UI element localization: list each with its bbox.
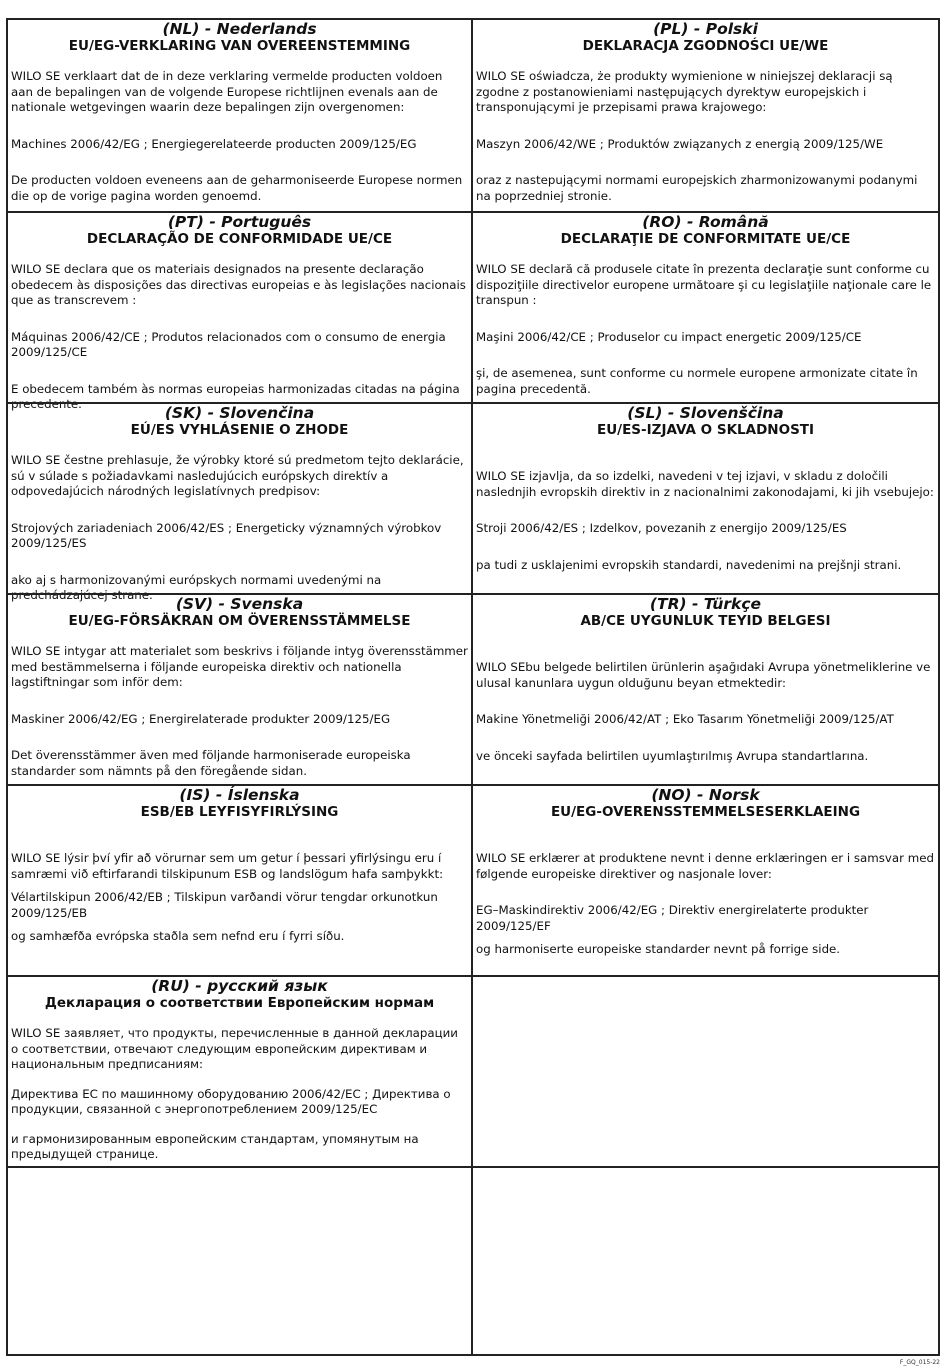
intro-text: WILO SE oświadcza, że produkty wymienione w niniejszej deklaracji są zgodne z postanowieniami następujących dyrektyw europejskich i transponującymi je przepisami prawa krajowego:: [476, 69, 893, 114]
language-heading: (SL) - Slovenščina: [627, 404, 784, 422]
section-sl: [473, 404, 938, 593]
declaration-title: DECLARAÇÃO DE CONFORMIDADE UE/CE: [86, 231, 393, 247]
table-row: [8, 784, 938, 975]
language-heading: (NO) - Norsk: [651, 786, 760, 804]
table-row: [8, 1166, 938, 1354]
closing-text: ve önceki sayfada belirtilen uyumlaştırılmış Avrupa standartlarına.: [476, 748, 869, 763]
section-pt: [8, 213, 473, 411]
directives-text: Директива ЕС по машинному оборудованию 2006/42/ЕС ; Директива о продукции, связанной с энергопотреблением 2009/125/ЕС: [11, 1086, 451, 1116]
directives-text: Maskiner 2006/42/EG ; Energirelaterade produkter 2009/125/EG: [11, 711, 391, 726]
language-heading: (SV) - Svenska: [175, 595, 304, 613]
language-heading: (RU) - русский язык: [151, 977, 328, 995]
language-heading: (PT) - Português: [167, 213, 312, 231]
intro-text: WILO SE заявляет, что продукты, перечисленные в данной декларации о соответствии, отвечают следующим европейским директивам и национальным предписаниям:: [11, 1026, 458, 1071]
language-heading: (TR) - Türkçe: [649, 595, 762, 613]
declaration-title: Декларация о соответствии Европейским нормам: [44, 995, 435, 1011]
declaration-title: EÚ/ES VYHLÁSENIE O ZHODE: [130, 422, 349, 438]
table-row: [8, 593, 938, 784]
empty-cell: [473, 977, 938, 1166]
closing-text: og harmoniserte europeiske standarder nevnt på forrige side.: [476, 942, 841, 956]
directives-text: Vélartilskipun 2006/42/EB ; Tilskipun varðandi vörur tengdar orkunotkun 2009/125/EB: [11, 890, 438, 920]
section-no: [473, 786, 938, 975]
closing-text: oraz z nastepującymi normami europejskich zharmonizowanymi podanymi na poprzedniej stronie.: [476, 173, 918, 203]
directives-text: EG–Maskindirektiv 2006/42/EG ; Direktiv energirelaterte produkter 2009/125/EF: [476, 903, 869, 933]
document-code: F_GQ_015-22: [899, 1359, 940, 1366]
directives-text: Maszyn 2006/42/WE ; Produktów związanych z energią 2009/125/WE: [476, 136, 884, 151]
declaration-title: EU/EG-FÖRSÄKRAN OM ÖVERENSSTÄMMELSE: [68, 613, 411, 629]
section-ru: [8, 977, 473, 1166]
table-row: [8, 20, 938, 211]
language-heading: (RO) - Română: [642, 213, 769, 231]
section-is: [8, 786, 473, 975]
section-sv: [8, 595, 473, 784]
table-row: [8, 402, 938, 602]
section-ro: [473, 213, 938, 402]
closing-text: pa tudi z usklajenimi evropskih standardi, navedenimi na prejšnji strani.: [476, 557, 902, 572]
intro-text: WILO SE declară că produsele citate în prezenta declaraţie sunt conforme cu dispoziţiile directivelor europene următoare şi cu legislaţiile naţionale care le transpun :: [476, 262, 932, 307]
declaration-title: ESB/EB LEYFISYFIRLÝSING: [140, 804, 339, 820]
directives-text: Maşini 2006/42/CE ; Produselor cu impact energetic 2009/125/CE: [476, 329, 862, 344]
section-tr: [473, 595, 938, 784]
directives-text: Makine Yönetmeliği 2006/42/AT ; Eko Tasarım Yönetmeliği 2009/125/AT: [476, 712, 894, 726]
intro-text: WILO SE lýsir því yfir að vörurnar sem um getur í þessari yfirlýsingu eru í samræmi við eftirfarandi tilskipunum ESB og landslögum hafa samþykkt:: [11, 851, 444, 881]
closing-text: и гармонизированным европейским стандартам, упомянутым на предыдущей странице.: [11, 1131, 419, 1161]
closing-text: De producten voldoen eveneens aan de geharmoniseerde Europese normen die op de vorige pagina worden genoemd.: [11, 173, 463, 203]
table-row: [8, 211, 938, 411]
closing-text: E obedecem também às normas europeias harmonizadas citadas na página precedente.: [11, 381, 460, 411]
intro-text: WILO SEbu belgede belirtilen ürünlerin aşağıdaki Avrupa yönetmeliklerine ve ulusal kanunlara uygun olduğunu beyan etmektedir:: [476, 660, 931, 690]
intro-text: WILO SE čestne prehlasuje, že výrobky ktoré sú predmetom tejto deklarácie, sú v súlade s požiadavkami nasledujúcich európskych direktív a odpovedajúcich národných legislatívnych predpisov:: [11, 453, 464, 498]
closing-text: ako aj s harmonizovanými európskych normami uvedenými na predchádzajúcej strane.: [11, 572, 382, 602]
empty-cell: [473, 1168, 938, 1354]
directives-text: Strojových zariadeniach 2006/42/ES ; Energeticky významných výrobkov 2009/125/ES: [11, 520, 442, 550]
declaration-table: [6, 18, 940, 1356]
intro-text: WILO SE izjavlja, da so izdelki, navedeni v tej izjavi, v skladu z določili naslednjih evropskih direktiv in z nacionalnimi zakonodajami, ki jih vsebujejo:: [476, 469, 934, 499]
declaration-title: AB/CE UYGUNLUK TEYID BELGESI: [580, 613, 831, 629]
intro-text: WILO SE intygar att materialet som beskrivs i följande intyg överensstämmer med bestämmelserna i följande europeiska direktiv och nationella lagstiftningar som inför dem:: [11, 644, 468, 689]
section-pl: [473, 20, 938, 211]
intro-text: WILO SE erklærer at produktene nevnt i denne erklæringen er i samsvar med følgende europeiske direktiver og nasjonale lover:: [476, 851, 934, 881]
language-heading: (IS) - Íslenska: [179, 786, 300, 804]
section-sk: [8, 404, 473, 602]
closing-text: Det överensstämmer även med följande harmoniserade europeiska standarder som nämnts på den föregående sidan.: [11, 748, 411, 778]
section-nl: [8, 20, 473, 211]
directives-text: Machines 2006/42/EG ; Energiegerelateerde producten 2009/125/EG: [11, 136, 417, 151]
declaration-title: EU/ES-IZJAVA O SKLADNOSTI: [596, 422, 815, 438]
language-heading: (PL) - Polski: [653, 20, 758, 38]
closing-text: og samhæfða evrópska staðla sem nefnd eru í fyrri síðu.: [11, 929, 345, 943]
directives-text: Stroji 2006/42/ES ; Izdelkov, povezanih z energijo 2009/125/ES: [476, 521, 847, 535]
intro-text: WILO SE verklaart dat de in deze verklaring vermelde producten voldoen aan de bepalingen van de volgende Europese richtlijnen evenals aan de nationale wetgevingen waarin deze bepalingen zijn overgenomen:: [11, 69, 443, 114]
declaration-title: DEKLARACJA ZGODNOŚCI UE/WE: [582, 38, 829, 54]
language-heading: (SK) - Slovenčina: [164, 404, 315, 422]
closing-text: şi, de asemenea, sunt conforme cu normele europene armonizate citate în pagina precedentă.: [476, 366, 918, 396]
directives-text: Máquinas 2006/42/CE ; Produtos relacionados com o consumo de energia 2009/125/CE: [11, 329, 446, 359]
language-heading: (NL) - Nederlands: [162, 20, 317, 38]
table-row: [8, 975, 938, 1166]
empty-cell: [8, 1168, 473, 1354]
intro-text: WILO SE declara que os materiais designados na presente declaração obedecem às disposições das directivas europeias e às legislações nacionais que as transcrevem :: [11, 262, 466, 307]
declaration-title: EU/EG-VERKLARING VAN OVEREENSTEMMING: [68, 38, 411, 54]
declaration-title: DECLARAŢIE DE CONFORMITATE UE/CE: [560, 231, 851, 247]
declaration-title: EU/EG-OVERENSSTEMMELSESERKLAEING: [550, 804, 861, 820]
